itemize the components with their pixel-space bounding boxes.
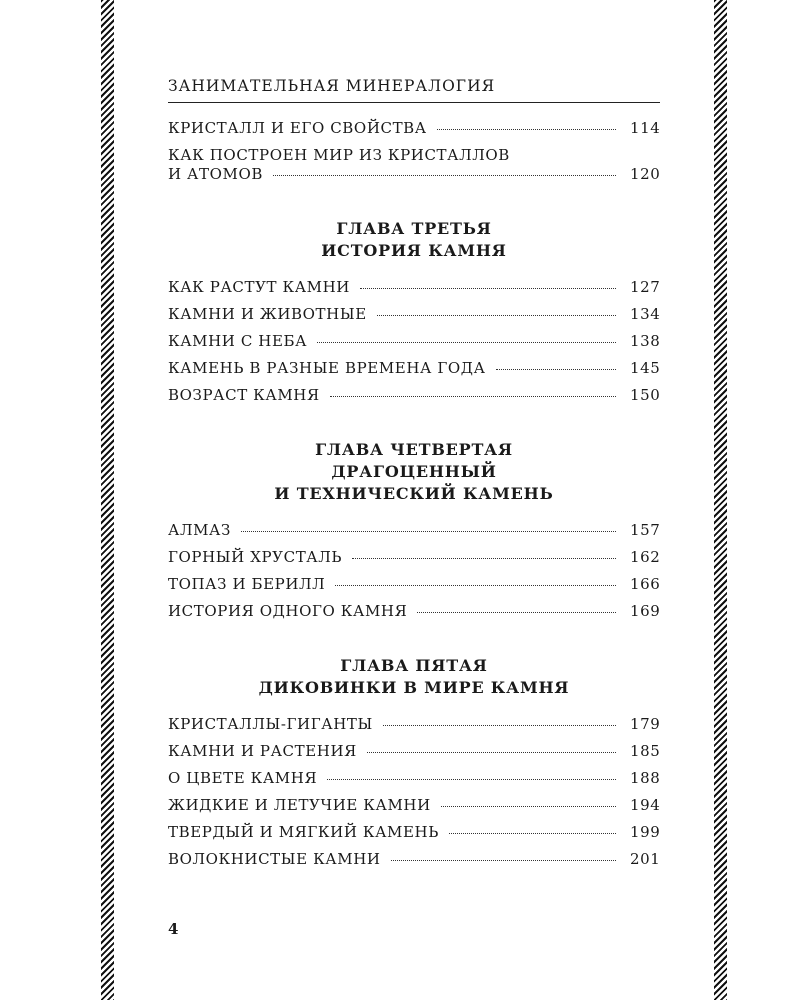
toc-entry-page: 134 xyxy=(630,305,661,323)
toc-entry-page: 201 xyxy=(630,850,661,868)
toc-entry-title: ИСТОРИЯ ОДНОГО КАМНЯ xyxy=(168,602,408,620)
right-decorative-border xyxy=(714,0,727,1000)
toc-entry-title: КРИСТАЛЛ И ЕГО СВОЙСТВА xyxy=(168,119,427,137)
toc-entry-title-line: И АТОМОВ xyxy=(168,165,263,183)
dot-leader xyxy=(441,806,616,807)
toc-entry-title: АЛМАЗ xyxy=(168,521,231,539)
chapter-heading-line: ГЛАВА ТРЕТЬЯ xyxy=(336,219,492,238)
dot-leader xyxy=(241,531,616,532)
toc-entry[interactable] xyxy=(168,119,660,138)
chapter-heading-line: ДИКОВИНКИ В МИРЕ КАМНЯ xyxy=(258,678,570,697)
toc-entry[interactable] xyxy=(168,305,660,324)
table-of-contents xyxy=(168,119,660,877)
dot-leader xyxy=(449,833,616,834)
chapter-heading xyxy=(168,218,660,262)
toc-entry[interactable] xyxy=(168,278,660,297)
toc-entry[interactable] xyxy=(168,146,660,184)
toc-entry-page: 138 xyxy=(630,332,661,350)
toc-entry[interactable] xyxy=(168,742,660,761)
chapter-heading-line: ДРАГОЦЕННЫЙ xyxy=(331,462,497,481)
toc-entry-page: 150 xyxy=(630,386,661,404)
toc-entry-page: 114 xyxy=(630,119,661,137)
toc-entry[interactable] xyxy=(168,602,660,621)
chapter-heading-line: ГЛАВА ЧЕТВЕРТАЯ xyxy=(315,440,513,459)
toc-entry-page: 169 xyxy=(630,602,661,620)
toc-entry[interactable] xyxy=(168,521,660,540)
toc-entry-title: ТВЕРДЫЙ И МЯГКИЙ КАМЕНЬ xyxy=(168,823,439,841)
dot-leader xyxy=(335,585,616,586)
toc-entry-page: 188 xyxy=(630,769,661,787)
toc-entry[interactable] xyxy=(168,386,660,405)
page-number: 4 xyxy=(168,920,179,938)
dot-leader xyxy=(383,725,616,726)
toc-entry-page: 166 xyxy=(630,575,661,593)
chapter-heading-line: ИСТОРИЯ КАМНЯ xyxy=(321,241,507,260)
dot-leader xyxy=(417,612,616,613)
toc-entry[interactable] xyxy=(168,796,660,815)
toc-entry[interactable] xyxy=(168,850,660,869)
dot-leader xyxy=(391,860,616,861)
toc-entry-page: 199 xyxy=(630,823,661,841)
toc-entry-title: КАМНИ И ЖИВОТНЫЕ xyxy=(168,305,367,323)
dot-leader xyxy=(317,342,616,343)
toc-entry-page: 185 xyxy=(630,742,661,760)
toc-entry-title: ГОРНЫЙ ХРУСТАЛЬ xyxy=(168,548,343,566)
dot-leader xyxy=(437,129,616,130)
toc-entry-page: 145 xyxy=(630,359,661,377)
dot-leader xyxy=(330,396,616,397)
toc-entry-page: 179 xyxy=(630,715,661,733)
chapter-heading xyxy=(168,655,660,699)
toc-entry-title: О ЦВЕТЕ КАМНЯ xyxy=(168,769,318,787)
chapter-heading-line: ГЛАВА ПЯТАЯ xyxy=(340,656,488,675)
toc-entry[interactable] xyxy=(168,332,660,351)
dot-leader xyxy=(352,558,616,559)
toc-entry-title: КАМЕНЬ В РАЗНЫЕ ВРЕМЕНА ГОДА xyxy=(168,359,486,377)
toc-entry-page: 157 xyxy=(630,521,661,539)
dot-leader xyxy=(367,752,616,753)
dot-leader xyxy=(360,288,616,289)
chapter-heading-line: И ТЕХНИЧЕСКИЙ КАМЕНЬ xyxy=(274,484,554,503)
dot-leader xyxy=(496,369,616,370)
toc-entry-title: ЖИДКИЕ И ЛЕТУЧИЕ КАМНИ xyxy=(168,796,431,814)
chapter-heading xyxy=(168,439,660,505)
toc-entry[interactable] xyxy=(168,715,660,734)
toc-entry-page: 194 xyxy=(630,796,661,814)
toc-entry-title: ВОЗРАСТ КАМНЯ xyxy=(168,386,320,404)
toc-entry-page: 120 xyxy=(630,165,661,183)
toc-entry-title: КАК РАСТУТ КАМНИ xyxy=(168,278,350,296)
dot-leader xyxy=(327,779,616,780)
running-head: ЗАНИМАТЕЛЬНАЯ МИНЕРАЛОГИЯ xyxy=(168,77,660,103)
toc-entry-title-line: КАК ПОСТРОЕН МИР ИЗ КРИСТАЛЛОВ xyxy=(168,146,510,164)
toc-entry-page: 127 xyxy=(630,278,661,296)
left-decorative-border xyxy=(101,0,114,1000)
toc-entry[interactable] xyxy=(168,575,660,594)
toc-entry[interactable] xyxy=(168,823,660,842)
toc-entry-page: 162 xyxy=(630,548,661,566)
toc-entry[interactable] xyxy=(168,769,660,788)
toc-entry[interactable] xyxy=(168,359,660,378)
toc-entry-title: ВОЛОКНИСТЫЕ КАМНИ xyxy=(168,850,381,868)
dot-leader xyxy=(273,175,616,176)
toc-entry-title: КАМНИ И РАСТЕНИЯ xyxy=(168,742,357,760)
toc-entry[interactable] xyxy=(168,548,660,567)
toc-entry-title: КРИСТАЛЛЫ-ГИГАНТЫ xyxy=(168,715,373,733)
toc-entry-title: КАМНИ С НЕБА xyxy=(168,332,308,350)
dot-leader xyxy=(377,315,616,316)
toc-entry-title: ТОПАЗ И БЕРИЛЛ xyxy=(168,575,326,593)
